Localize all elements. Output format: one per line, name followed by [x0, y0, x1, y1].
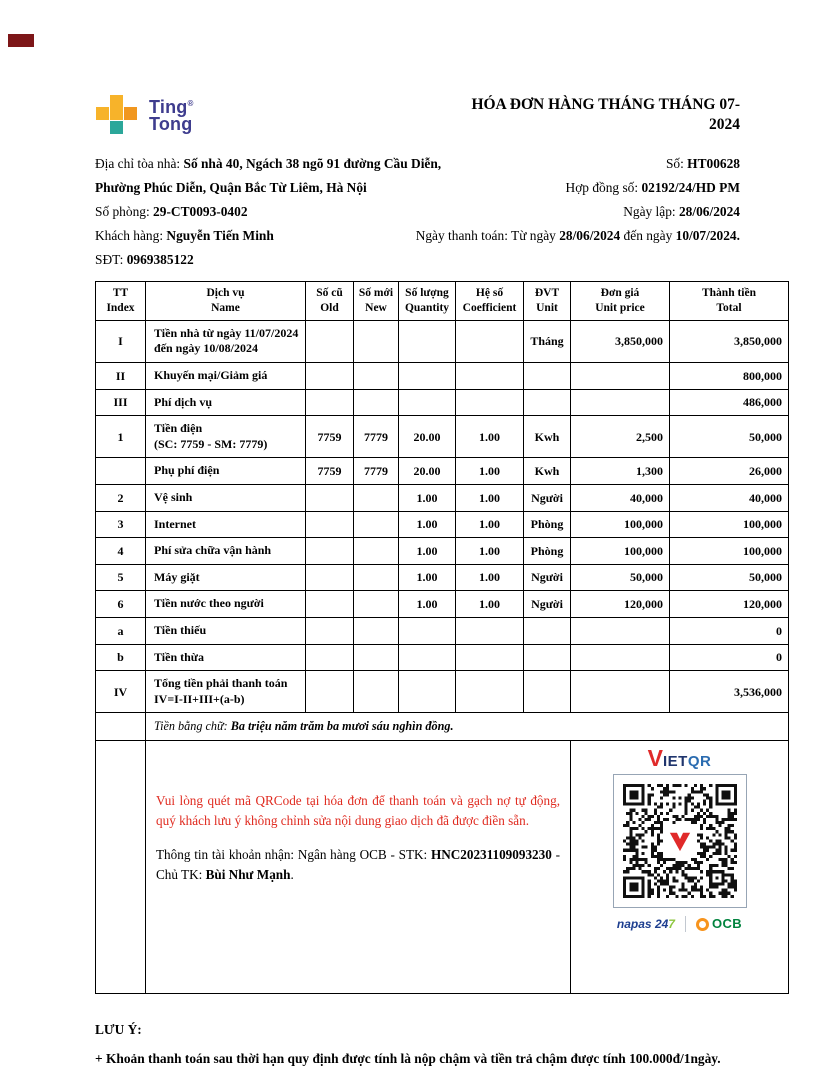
logo-word-tong: Tong: [149, 114, 193, 134]
phone-label: SĐT:: [95, 252, 127, 267]
invoice-number-label: Số:: [665, 156, 688, 171]
table-row: [96, 320, 789, 362]
cell-old: 7759: [306, 458, 354, 485]
cell-total: 3,850,000: [670, 320, 789, 362]
ocb-text: OCB: [711, 916, 743, 932]
cell-tt: 6: [96, 591, 146, 618]
cell-unit: Người: [524, 564, 571, 591]
payment-row: [96, 741, 789, 994]
account-number: HNC20231109093230: [430, 846, 552, 862]
issue-date-label: Ngày lập:: [623, 204, 679, 219]
cell-coef: [456, 320, 524, 362]
amount-in-words-value: Ba triệu năm trăm ba mươi sáu nghìn đồng.: [230, 719, 454, 734]
cell-qty: 1.00: [399, 564, 456, 591]
cell-new: [354, 671, 399, 713]
cell-old: [306, 644, 354, 671]
cell-total: 40,000: [670, 485, 789, 512]
cell-coef: [456, 644, 524, 671]
cell-total: 50,000: [670, 416, 789, 458]
cell-unit: Kwh: [524, 416, 571, 458]
cell-qty: [399, 671, 456, 713]
cell-tt: IV: [96, 671, 146, 713]
tingtong-logo-text: [149, 95, 194, 133]
cell-new: [354, 320, 399, 362]
cell-name: Phí dịch vụ: [146, 389, 306, 416]
cell-unit: Người: [524, 485, 571, 512]
cell-new: [354, 485, 399, 512]
table-footer-body: [96, 713, 789, 994]
column-header: Dịch vụ Name: [146, 282, 306, 321]
cell-name: Khuyến mại/Giảm giá: [146, 363, 306, 390]
cell-tt: I: [96, 320, 146, 362]
invoice-footer: [95, 1022, 788, 1067]
cell-name: Tổng tiền phải thanh toán IV=I-II+III+(a-b): [146, 671, 306, 713]
invoice-number-value: HT00628: [687, 156, 740, 171]
cell-price: [571, 618, 670, 645]
cell-old: [306, 591, 354, 618]
account-info: [156, 845, 560, 886]
cell-tt: [96, 458, 146, 485]
info-row-phone: [95, 248, 788, 272]
ocb-logo: [696, 916, 742, 932]
napas-7: 7: [668, 916, 675, 931]
qr-code: [613, 774, 747, 908]
napas-24: 24: [654, 916, 669, 931]
table-row: [96, 511, 789, 538]
cell-new: [354, 389, 399, 416]
column-header: ĐVT Unit: [524, 282, 571, 321]
cell-tt: 2: [96, 485, 146, 512]
table-body: [96, 320, 789, 713]
cell-qty: 20.00: [399, 416, 456, 458]
amount-in-words-row: [96, 713, 789, 741]
logo-pixel: [110, 121, 123, 134]
divider: [685, 916, 686, 932]
cell-coef: 1.00: [456, 538, 524, 565]
cell-tt: 4: [96, 538, 146, 565]
cell-total: 100,000: [670, 511, 789, 538]
customer-value: Nguyễn Tiến Minh: [166, 228, 274, 243]
cell-total: 26,000: [670, 458, 789, 485]
footer-note: + Khoản thanh toán sau thời hạn quy định được tính là nộp chậm và tiền trả chậm được tính 100.000đ/1ngày.: [95, 1051, 721, 1067]
invoice-header: [95, 95, 788, 137]
cell-total: 50,000: [670, 564, 789, 591]
vietqr-v: V: [647, 745, 663, 772]
cell-new: [354, 564, 399, 591]
cell-name: Máy giặt: [146, 564, 306, 591]
info-row-address: [95, 152, 788, 176]
info-row-address2: [95, 176, 788, 200]
cell-price: [571, 389, 670, 416]
cell-price: 2,500: [571, 416, 670, 458]
table-row: [96, 389, 789, 416]
cell-tt: a: [96, 618, 146, 645]
cell-price: 120,000: [571, 591, 670, 618]
cell-old: [306, 618, 354, 645]
payment-start-date: 28/06/2024: [559, 228, 621, 243]
cell-coef: 1.00: [456, 564, 524, 591]
tingtong-logo: [95, 95, 194, 137]
cell-price: [571, 671, 670, 713]
cell-old: [306, 485, 354, 512]
qr-footer: [571, 916, 788, 932]
vietqr-logo: [571, 746, 788, 770]
cell-qty: [399, 618, 456, 645]
invoice-table: [95, 281, 789, 994]
ocb-icon: [696, 918, 709, 931]
page-marker: [8, 34, 34, 47]
cell-name: Tiền thiếu: [146, 618, 306, 645]
room-value: 29-CT0093-0402: [153, 204, 248, 219]
payment-period-label: Ngày thanh toán: Từ ngày: [415, 228, 560, 243]
room-label: Số phòng:: [95, 204, 154, 219]
cell-unit: Kwh: [524, 458, 571, 485]
amount-in-words-index-cell: [96, 713, 146, 741]
contract-number-label: Hợp đồng số:: [565, 180, 642, 195]
payment-notice: Vui lòng quét mã QRCode tại hóa đơn để thanh toán và gạch nợ tự động, quý khách lưu ý không chỉnh sửa nội dung giao dịch đã được điền sẵn.: [156, 793, 560, 829]
cell-tt: b: [96, 644, 146, 671]
cell-name: Phụ phí điện: [146, 458, 306, 485]
customer-label: Khách hàng:: [95, 228, 167, 243]
cell-unit: [524, 644, 571, 671]
account-holder-label: - Chủ TK:: [156, 846, 560, 883]
qr-code-image: [617, 778, 743, 904]
cell-coef: 1.00: [456, 458, 524, 485]
column-header: Đơn giá Unit price: [571, 282, 670, 321]
cell-old: [306, 320, 354, 362]
logo-word-ting: Ting: [149, 97, 188, 117]
cell-price: 40,000: [571, 485, 670, 512]
phone-value: 0969385122: [126, 252, 194, 267]
vietqr-iet: IET: [663, 753, 688, 771]
column-header: Thành tiền Total: [670, 282, 789, 321]
address-value: Số nhà 40, Ngách 38 ngõ 91 đường Cầu Diễn,: [183, 156, 442, 171]
cell-unit: Phòng: [524, 538, 571, 565]
column-header: Số lượng Quantity: [399, 282, 456, 321]
footer-note-title: LƯU Ý:: [95, 1022, 142, 1038]
cell-tt: III: [96, 389, 146, 416]
cell-qty: 20.00: [399, 458, 456, 485]
cell-name: Tiền thừa: [146, 644, 306, 671]
column-header: Hệ số Coefficient: [456, 282, 524, 321]
cell-coef: [456, 671, 524, 713]
info-row-room: [95, 200, 788, 224]
table-row: [96, 538, 789, 565]
cell-new: [354, 538, 399, 565]
cell-coef: [456, 389, 524, 416]
cell-new: [354, 618, 399, 645]
invoice-title-line2: 2024: [709, 115, 740, 133]
payment-end-date: 10/07/2024: [675, 228, 737, 243]
cell-price: 3,850,000: [571, 320, 670, 362]
cell-old: [306, 671, 354, 713]
amount-in-words-cell: [146, 713, 789, 741]
cell-unit: [524, 363, 571, 390]
table-row: [96, 671, 789, 713]
cell-total: 0: [670, 644, 789, 671]
cell-total: 486,000: [670, 389, 789, 416]
cell-tt: 3: [96, 511, 146, 538]
account-suffix: .: [290, 867, 294, 883]
cell-coef: 1.00: [456, 485, 524, 512]
cell-price: [571, 644, 670, 671]
amount-in-words-label: Tiền bằng chữ:: [154, 719, 231, 734]
cell-coef: 1.00: [456, 591, 524, 618]
cell-unit: Phòng: [524, 511, 571, 538]
payment-notice-cell: [146, 741, 571, 994]
cell-total: 100,000: [670, 538, 789, 565]
payment-period-label2: đến ngày: [620, 228, 676, 243]
cell-name: Tiền nước theo người: [146, 591, 306, 618]
cell-total: 120,000: [670, 591, 789, 618]
logo-pixel: [124, 107, 137, 120]
cell-unit: [524, 389, 571, 416]
table-row: [96, 458, 789, 485]
address-label: Địa chỉ tòa nhà:: [95, 156, 184, 171]
contract-number-value: 02192/24/HD PM: [641, 180, 740, 195]
cell-price: 100,000: [571, 511, 670, 538]
cell-total: 0: [670, 618, 789, 645]
cell-new: [354, 511, 399, 538]
payment-index-cell: [96, 741, 146, 994]
invoice-title: [410, 95, 740, 134]
cell-qty: [399, 363, 456, 390]
cell-unit: [524, 671, 571, 713]
cell-name: Phí sửa chữa vận hành: [146, 538, 306, 565]
cell-qty: 1.00: [399, 591, 456, 618]
cell-qty: 1.00: [399, 511, 456, 538]
cell-coef: [456, 618, 524, 645]
cell-tt: II: [96, 363, 146, 390]
qr-cell: [571, 741, 789, 994]
cell-coef: 1.00: [456, 416, 524, 458]
payment-period-suffix: .: [736, 228, 740, 243]
cell-new: 7779: [354, 458, 399, 485]
cell-unit: Người: [524, 591, 571, 618]
cell-old: [306, 363, 354, 390]
table-row: [96, 644, 789, 671]
napas-logo: [617, 917, 675, 931]
column-header: TT Index: [96, 282, 146, 321]
table-row: [96, 363, 789, 390]
cell-name: Vệ sinh: [146, 485, 306, 512]
logo-pixel: [96, 107, 109, 120]
invoice-info: [95, 152, 788, 272]
cell-tt: 5: [96, 564, 146, 591]
column-header: Số cũ Old: [306, 282, 354, 321]
cell-coef: [456, 363, 524, 390]
issue-date-value: 28/06/2024: [678, 204, 740, 219]
cell-qty: 1.00: [399, 485, 456, 512]
vietqr-qr: QR: [687, 753, 712, 771]
cell-price: 50,000: [571, 564, 670, 591]
cell-new: [354, 591, 399, 618]
cell-qty: [399, 320, 456, 362]
logo-pixel: [110, 107, 123, 120]
cell-old: [306, 389, 354, 416]
cell-old: [306, 538, 354, 565]
tingtong-logo-icon: [95, 95, 141, 137]
invoice-content: [95, 0, 788, 1067]
cell-name: Internet: [146, 511, 306, 538]
cell-old: [306, 511, 354, 538]
table-row: [96, 564, 789, 591]
napas-text: napas: [616, 916, 652, 931]
account-holder: Bùi Như Mạnh: [205, 867, 291, 883]
cell-tt: 1: [96, 416, 146, 458]
invoice-title-line1: HÓA ĐƠN HÀNG THÁNG THÁNG 07-: [471, 96, 740, 113]
cell-qty: 1.00: [399, 538, 456, 565]
table-row: [96, 416, 789, 458]
info-row-customer: [95, 224, 788, 248]
cell-qty: [399, 644, 456, 671]
cell-new: [354, 644, 399, 671]
account-label: Thông tin tài khoản nhận: Ngân hàng OCB - STK:: [156, 846, 431, 862]
cell-coef: 1.00: [456, 511, 524, 538]
cell-qty: [399, 389, 456, 416]
cell-unit: Tháng: [524, 320, 571, 362]
cell-total: 3,536,000: [670, 671, 789, 713]
cell-new: [354, 363, 399, 390]
table-row: [96, 591, 789, 618]
table-row: [96, 485, 789, 512]
cell-name: Tiền điện (SC: 7759 - SM: 7779): [146, 416, 306, 458]
cell-new: 7779: [354, 416, 399, 458]
cell-price: [571, 363, 670, 390]
cell-unit: [524, 618, 571, 645]
cell-price: 1,300: [571, 458, 670, 485]
address-value-line2: Phường Phúc Diễn, Quận Bắc Từ Liêm, Hà Nội: [95, 180, 367, 195]
cell-price: 100,000: [571, 538, 670, 565]
cell-total: 800,000: [670, 363, 789, 390]
cell-old: 7759: [306, 416, 354, 458]
cell-name: Tiền nhà từ ngày 11/07/2024 đến ngày 10/08/2024: [146, 320, 306, 362]
table-row: [96, 618, 789, 645]
table-header-row: [96, 282, 789, 321]
cell-old: [306, 564, 354, 591]
column-header: Số mới New: [354, 282, 399, 321]
registered-mark: ®: [187, 99, 194, 108]
